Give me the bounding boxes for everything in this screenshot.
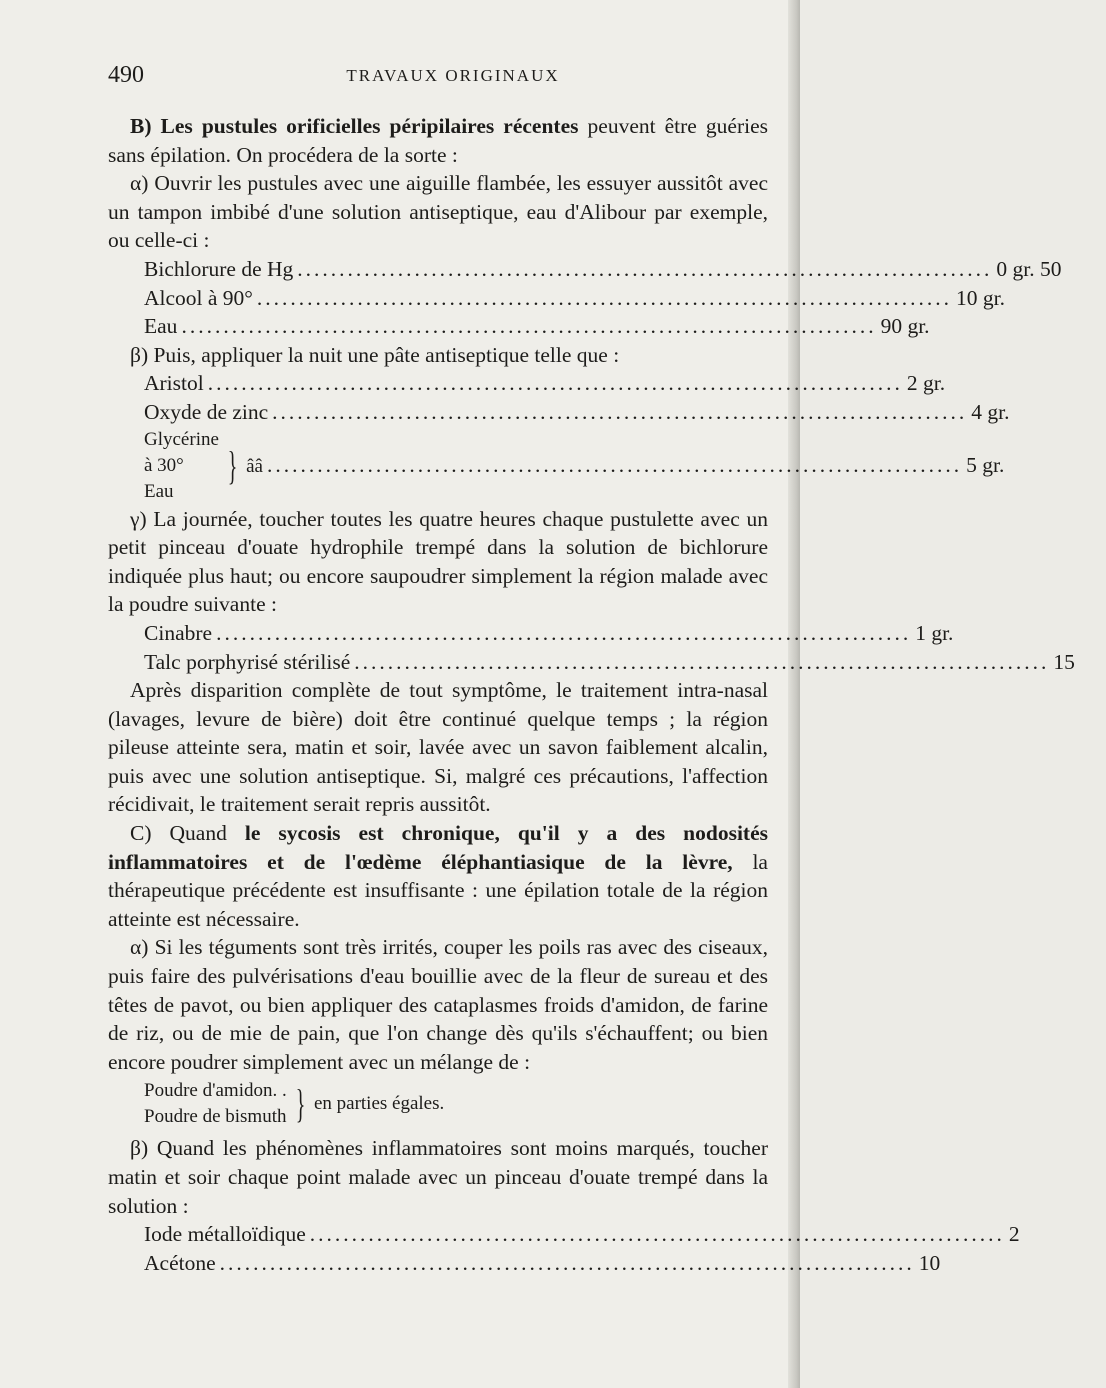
running-title: TRAVAUX ORIGINAUX xyxy=(346,66,560,85)
ingredient-name: Poudre d'amidon. . xyxy=(144,1080,287,1102)
ingredient-name: Eau xyxy=(144,314,178,339)
ingredient-name: Aristol xyxy=(144,371,204,396)
alpha-2-paragraph: α) Si les téguments sont très irrités, couper les poils ras avec des ciseaux, puis faire des pulvérisations d'eau bouillie avec de la fleur de sureau et des têtes de pavot, ou bien appliquer des cataplasmes froids d'amidon, de farine de riz, ou de mie de pain, que l'on change dès qu'ils s'échauffent; ou bien encore poudrer simplement avec un mélange de : xyxy=(108,935,768,1074)
gamma-1-paragraph: γ) La journée, toucher toutes les quatre heures chaque pustulette avec un petit pinceau d'ouate hydrophile trempé dans la solution de bichlorure indiquée plus haut; ou encore saupoudrer simplement la région malade avec la poudre suivante : xyxy=(108,506,768,617)
body-text xyxy=(108,112,1075,1277)
recipe-row xyxy=(144,284,1006,313)
ingredient-name: Oxyde de zinc xyxy=(144,399,269,424)
page-edge-shadow xyxy=(788,0,800,1388)
ingredient-name: Alcool à 90° xyxy=(144,285,253,310)
recipe-row xyxy=(144,619,954,648)
recipe-group xyxy=(144,427,1005,505)
section-c-lead: C) Quand xyxy=(130,821,245,846)
ingredient-qty: 10 gr. xyxy=(956,285,1006,310)
ingredient-qty: 0 gr. 50 xyxy=(996,256,1062,281)
ingredient-name: Glycérine à 30° xyxy=(144,428,219,476)
page-number: 490 xyxy=(108,62,144,88)
ingredient-name: Eau xyxy=(144,480,174,502)
page-header xyxy=(108,62,768,102)
ingredient-name: Acétone xyxy=(144,1250,216,1275)
ingredient-qty: 2 gr. xyxy=(906,371,946,396)
section-c-paragraph xyxy=(108,819,768,933)
ingredient-qty: 2 xyxy=(1008,1222,1020,1247)
ingredient-name: Poudre de bismuth xyxy=(144,1106,287,1128)
recipe-group xyxy=(144,1078,768,1130)
brace-icon: } xyxy=(227,442,238,488)
ingredient-qty: 1 gr. xyxy=(915,620,954,645)
recipe-row xyxy=(144,1249,941,1278)
beta-1-paragraph: β) Puis, appliquer la nuit une pâte antiseptique telle que : xyxy=(130,342,620,367)
beta-2-paragraph: β) Quand les phénomènes inflammatoires sont moins marqués, toucher matin et soir chaque point malade avec un pinceau d'ouate trempé dans la solution : xyxy=(108,1136,768,1218)
section-c-rest: la thérapeutique précédente est insuffisante : une épilation totale de la région atteinte est nécessaire. xyxy=(108,849,768,931)
ingredient-qty: 5 gr. xyxy=(966,453,1005,478)
ingredient-qty: 90 gr. xyxy=(880,314,930,339)
recipe-alpha-1 xyxy=(144,255,1062,341)
brace-icon: } xyxy=(295,1081,306,1127)
recipe-alpha-2 xyxy=(144,1078,768,1130)
ingredient-name: Iode métalloïdique xyxy=(144,1222,306,1247)
ingredient-qty: 4 gr. xyxy=(971,399,1010,424)
section-b-rest: peuvent être guéries sans épilation. On procédera de la sorte : xyxy=(108,114,768,167)
ingredient-qty: 15 xyxy=(1053,649,1075,674)
recipe-row xyxy=(144,369,946,398)
alpha-1-paragraph: α) Ouvrir les pustules avec une aiguille flambée, les essuyer aussitôt avec un tampon imbibé d'une solution antiseptique, eau d'Alibour par exemple, ou celle-ci : xyxy=(108,171,768,253)
recipe-gamma-1 xyxy=(144,619,1075,676)
section-b-paragraph xyxy=(108,112,768,169)
group-label: ââ xyxy=(246,456,263,478)
recipe-row xyxy=(144,648,1075,677)
apres-paragraph: Après disparition complète de tout symptôme, le traitement intra-nasal (lavages, levure de bière) doit être continué quelque temps ; la région pileuse atteinte sera, matin et soir, lavée avec un savon faiblement alcalin, puis avec une solution antiseptique. Si, malgré ces précautions, l'affection récidivait, le traitement serait repris aussitôt. xyxy=(108,678,768,817)
recipe-beta-2 xyxy=(144,1220,1020,1277)
recipe-row xyxy=(144,255,1062,284)
ingredient-name: Talc porphyrisé stérilisé xyxy=(144,649,351,674)
section-c-bold: le sycosis est chronique, qu'il y a des nodosités inflammatoires et de l'œdème éléphantiasique de la lèvre, xyxy=(108,821,768,874)
recipe-row xyxy=(144,1220,1020,1249)
recipe-row xyxy=(144,398,1010,427)
section-b-lead: B) Les pustules orificielles péripilaires récentes xyxy=(130,114,579,138)
recipe-beta-1 xyxy=(144,369,1010,504)
ingredient-name: Cinabre xyxy=(144,620,213,645)
ingredient-name: Bichlorure de Hg xyxy=(144,256,294,281)
recipe-row xyxy=(144,312,930,341)
group-label: en parties égales. xyxy=(313,1093,445,1115)
ingredient-qty: 10 xyxy=(918,1250,941,1275)
